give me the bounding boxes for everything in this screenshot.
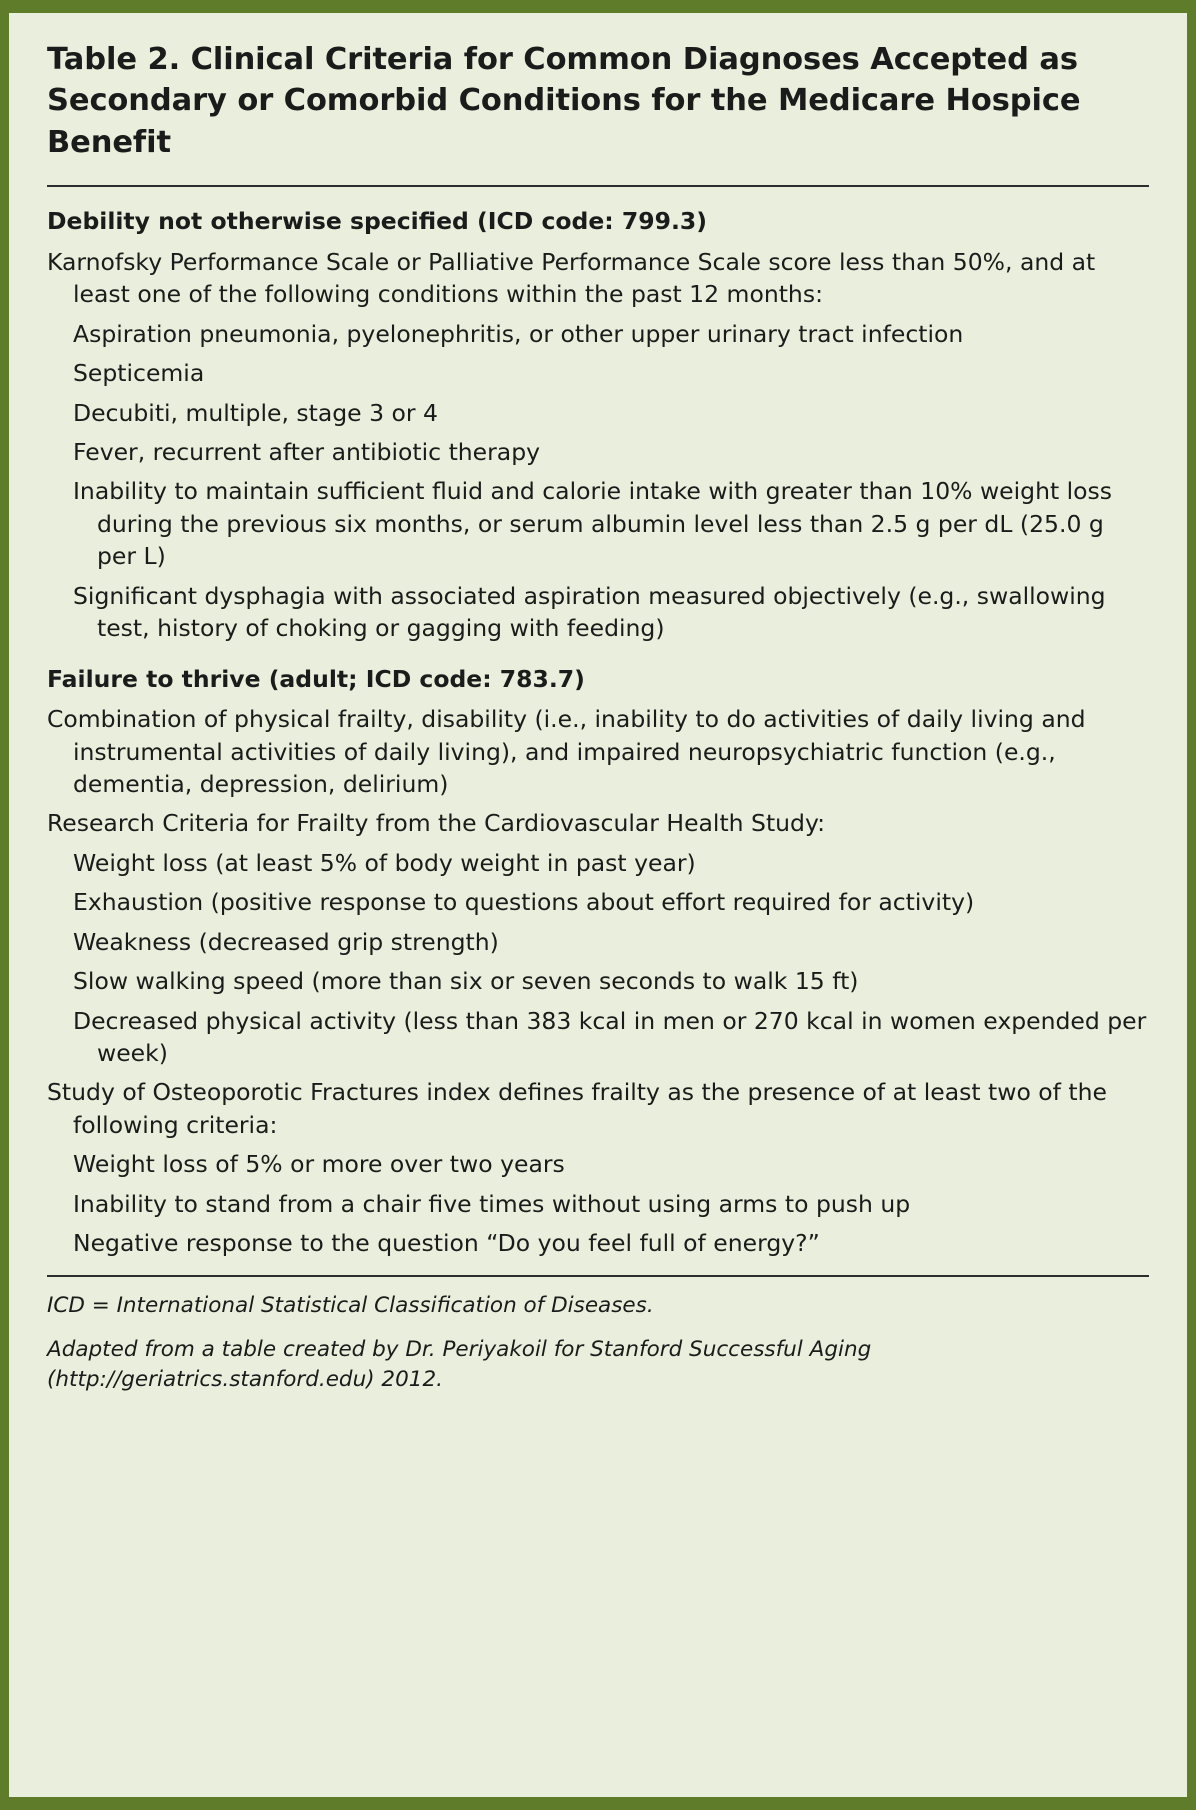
criteria-line: Aspiration pneumonia, pyelonephritis, or other upper urinary tract infection — [73, 319, 964, 348]
section-debility — [43, 206, 1153, 644]
criteria-line: Weight loss (at least 5% of body weight in past year) — [73, 848, 696, 877]
criteria-line: Significant dysphagia with associated aspiration measured objectively (e.g., swallowing test, history of choking or gagging with feeding) — [73, 581, 1106, 643]
criteria-line: Combination of physical frailty, disability (i.e., inability to do activities of daily living and instrumental activities of daily living), and impaired neuropsychiatric function (e.g., dementia, depression, delirium) — [47, 705, 1086, 798]
footnote-divider — [47, 1275, 1149, 1277]
criteria-line: Negative response to the question “Do you feel full of energy?” — [73, 1229, 820, 1258]
section-failure-to-thrive — [43, 664, 1153, 1260]
criteria-line: Exhaustion (positive response to questions about effort required for activity) — [73, 888, 975, 917]
footnotes — [43, 1291, 1153, 1394]
section-heading: Debility not otherwise specified (ICD code: 799.3) — [47, 207, 707, 236]
section-heading: Failure to thrive (adult; ICD code: 783.7) — [47, 664, 585, 693]
criteria-line: Slow walking speed (more than six or seven seconds to walk 15 ft) — [73, 967, 859, 996]
criteria-line: Decreased physical activity (less than 383 kcal in men or 270 kcal in women expended per week) — [73, 1006, 1147, 1067]
title-divider — [47, 185, 1149, 187]
footnote-source: Adapted from a table created by Dr. Periyakoil for Stanford Successful Aging (http://geriatrics.stanford.edu) 2012. — [47, 1337, 872, 1392]
criteria-line: Weakness (decreased grip strength) — [73, 927, 499, 956]
criteria-line: Karnofsky Performance Scale or Palliative Performance Scale score less than 50%, and at least one of the following conditions within the past 12 months: — [47, 247, 1096, 309]
criteria-line: Fever, recurrent after antibiotic therapy — [73, 438, 541, 467]
criteria-line: Decubiti, multiple, stage 3 or 4 — [73, 398, 438, 427]
criteria-line: Weight loss of 5% or more over two years — [73, 1150, 565, 1179]
footnote-abbreviation: ICD = International Statistical Classification of Diseases. — [47, 1293, 654, 1319]
criteria-line: Septicemia — [73, 359, 205, 388]
table-title: Table 2. Clinical Criteria for Common Diagnoses Accepted as Secondary or Comorbid Conditions for the Medicare Hospice Benefit — [47, 42, 1081, 160]
criteria-line: Inability to maintain sufficient fluid and calorie intake with greater than 10% weight loss during the previous six months, or serum albumin level less than 2.5 g per dL (25.0 g per L) — [73, 477, 1113, 571]
criteria-line: Study of Osteoporotic Fractures index defines frailty as the presence of at least two of the following criteria: — [47, 1078, 1107, 1139]
criteria-line: Inability to stand from a chair five times without using arms to push up — [73, 1189, 911, 1218]
criteria-line: Research Criteria for Frailty from the Cardiovascular Health Study: — [47, 809, 826, 838]
